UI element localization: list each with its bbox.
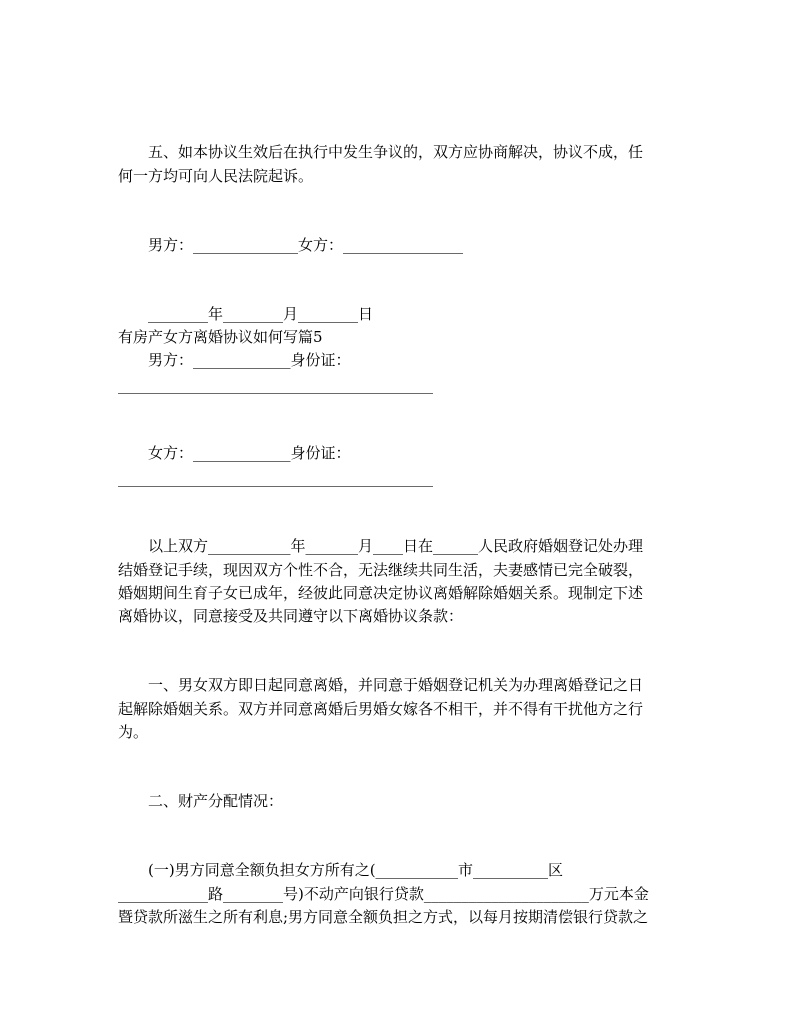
party-id-line: 女方：_____________身份证： <box>148 444 351 462</box>
paragraph-line: 一、男女双方即日起同意离婚，并同意于婚姻登记机关为办理离婚登记之日 <box>148 676 644 694</box>
clause-heading: 二、财产分配情况： <box>148 792 284 810</box>
party-id-line: 男方：_____________身份证： <box>148 351 351 369</box>
section-heading: 有房产女方离婚协议如何写篇5 <box>118 328 323 346</box>
blank-line: __________________________________________ <box>118 469 433 487</box>
paragraph-line: 起解除婚姻关系。双方并同意离婚后男婚女嫁各不相干，并不得有干扰他方之行 <box>118 700 644 718</box>
paragraph-line: 五、如本协议生效后在执行中发生争议的，双方应协商解决，协议不成，任 <box>148 143 644 161</box>
paragraph-line: 离婚协议，同意接受及共同遵守以下离婚协议条款： <box>118 607 464 625</box>
paragraph-line: 何一方均可向人民法院起诉。 <box>118 167 314 185</box>
signature-line: 男方：______________女方：________________ <box>148 236 464 254</box>
paragraph-line: ____________路________号)不动产向银行贷款______________________万元本金 <box>118 885 649 903</box>
paragraph-line: 为。 <box>118 723 149 741</box>
paragraph-line: 暨贷款所滋生之所有利息;男方同意全额负担之方式，以每月按期清偿银行贷款之 <box>118 908 649 926</box>
paragraph-line: (一)男方同意全额负担女方所有之(___________市__________区 <box>148 861 564 879</box>
paragraph-line: 以上双方___________年_______月____日在______人民政府婚姻登记处办理 <box>148 537 644 555</box>
date-line: ________年________月________日 <box>148 305 374 323</box>
blank-line: __________________________________________ <box>118 376 433 394</box>
paragraph-line: 婚姻期间生育子女已成年，经彼此同意决定协议离婚解除婚姻关系。现制定下述 <box>118 584 644 602</box>
paragraph-line: 结婚登记手续，现因双方个性不合，无法继续共同生活，夫妻感情已完全破裂， <box>118 561 644 579</box>
